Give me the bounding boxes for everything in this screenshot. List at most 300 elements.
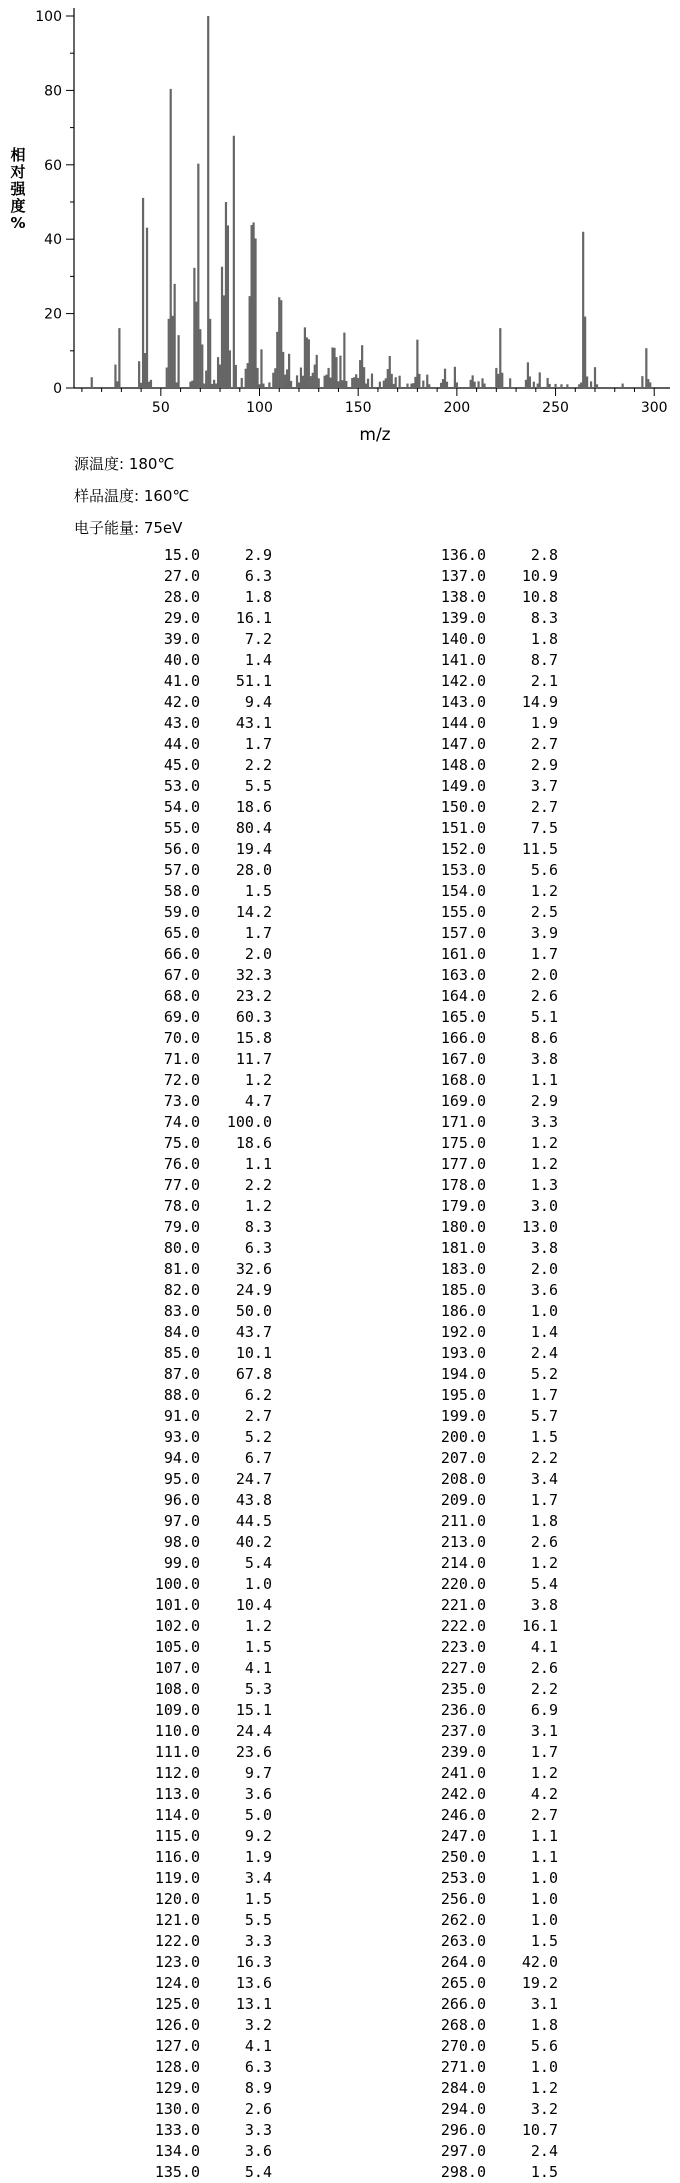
peak-mz: 271.0 [440,2058,486,2076]
peak-intensity: 67.8 [235,1365,272,1383]
peak-bar [533,382,535,388]
peak-intensity: 2.2 [530,1680,558,1698]
peak-intensity: 60.3 [235,1008,272,1026]
peak-intensity: 6.2 [244,1386,272,1404]
peak-bar [539,372,541,388]
peak-mz: 247.0 [440,1827,486,1845]
peak-intensity: 3.6 [244,2142,272,2160]
peak-intensity: 1.1 [244,1155,272,1173]
peak-bar [174,284,176,388]
y-axis-label-char: 对 [10,163,26,181]
peak-intensity: 2.6 [244,2100,272,2118]
peak-row [392,797,558,818]
peak-intensity: 51.1 [235,672,272,690]
peak-bar [148,382,150,388]
peak-mz: 125.0 [154,1995,200,2013]
peak-row [80,1994,272,2015]
peak-intensity: 1.9 [530,714,558,732]
peak-row [392,902,558,923]
peak-intensity: 3.3 [530,1113,558,1131]
peak-mz: 130.0 [154,2100,200,2118]
peak-mz: 165.0 [440,1008,486,1026]
peak-intensity: 3.8 [530,1050,558,1068]
peak-mz: 76.0 [163,1155,200,1173]
peak-bar [622,384,624,388]
peak-intensity: 1.9 [244,1848,272,1866]
peak-row [80,1553,272,1574]
peak-intensity: 2.8 [530,546,558,564]
peak-row [80,1574,272,1595]
peak-bar [385,378,387,388]
peak-intensity: 2.2 [530,1449,558,1467]
peak-intensity: 2.1 [530,672,558,690]
peak-row [392,1196,558,1217]
peak-row [80,1490,272,1511]
peak-row [80,839,272,860]
peak-intensity: 1.0 [530,1890,558,1908]
peak-bar [138,361,140,388]
peak-row [80,1700,272,1721]
peak-intensity: 1.2 [530,1764,558,1782]
peak-row [80,1784,272,1805]
peak-bar [282,352,284,388]
peak-row [80,923,272,944]
peak-bar [359,360,361,388]
peak-row [392,755,558,776]
peak-row [80,860,272,881]
peak-mz: 141.0 [440,651,486,669]
peak-bar [278,297,280,388]
peak-mz: 177.0 [440,1155,486,1173]
peak-row [80,2057,272,2078]
peak-intensity: 1.0 [530,2058,558,2076]
peak-bar [304,327,306,388]
peak-row [392,1973,558,1994]
peak-intensity: 18.6 [235,798,272,816]
peak-intensity: 1.5 [244,1638,272,1656]
peak-intensity: 16.3 [235,1953,272,1971]
peak-row [392,839,558,860]
peak-row [392,1469,558,1490]
x-tick-label: 150 [344,400,372,416]
peak-mz: 115.0 [154,1827,200,1845]
peak-intensity: 42.0 [521,1953,558,1971]
peak-mz: 242.0 [440,1785,486,1803]
peak-bar [560,384,562,388]
peak-intensity: 5.2 [530,1365,558,1383]
peak-row [392,1028,558,1049]
peak-mz: 140.0 [440,630,486,648]
peak-bar [329,378,331,388]
peak-mz: 121.0 [154,1911,200,1929]
peak-bar [554,384,556,388]
peak-mz: 181.0 [440,1239,486,1257]
y-axis-label-char: % [10,214,26,232]
peak-bar [446,382,448,388]
peak-intensity: 5.7 [530,1407,558,1425]
peak-intensity: 3.4 [244,1869,272,1887]
peak-row [80,1280,272,1301]
peak-intensity: 2.6 [530,1533,558,1551]
peak-bar [351,378,353,388]
peak-bar [497,374,499,388]
peak-bar [302,376,304,388]
peak-mz: 45.0 [163,756,200,774]
peak-intensity: 6.9 [530,1701,558,1719]
peak-mz: 124.0 [154,1974,200,1992]
peak-mz: 71.0 [163,1050,200,1068]
peak-mz: 169.0 [440,1092,486,1110]
peak-mz: 101.0 [154,1596,200,1614]
peak-row [80,566,272,587]
peak-row [392,1490,558,1511]
peak-mz: 41.0 [163,672,200,690]
peak-bar [335,357,337,388]
peak-intensity: 2.6 [530,987,558,1005]
peak-mz: 54.0 [163,798,200,816]
peak-intensity: 1.2 [530,882,558,900]
peak-bar [195,302,197,388]
peak-bar [426,375,428,388]
peak-mz: 29.0 [163,609,200,627]
peak-row [80,1658,272,1679]
peak-intensity: 1.7 [530,1743,558,1761]
peak-mz: 200.0 [440,1428,486,1446]
peak-row [80,2141,272,2162]
peak-row [392,1679,558,1700]
peak-row [80,1007,272,1028]
peak-mz: 58.0 [163,882,200,900]
peak-bar [333,348,335,388]
peak-row [80,1322,272,1343]
peak-bar [288,354,290,388]
peak-bar [296,375,298,388]
peak-bar [258,384,260,388]
peak-bar [410,384,412,388]
peak-mz: 65.0 [163,924,200,942]
peak-bar [229,350,231,388]
peak-mz: 236.0 [440,1701,486,1719]
peak-intensity: 1.7 [244,735,272,753]
peak-bar [345,381,347,388]
peak-bar [324,376,326,388]
peak-row [392,1154,558,1175]
peak-row [392,650,558,671]
peak-row [80,1301,272,1322]
peak-mz: 114.0 [154,1806,200,1824]
peak-mz: 105.0 [154,1638,200,1656]
peak-row [392,1952,558,1973]
peak-row [392,923,558,944]
peak-bar [272,373,274,388]
peak-row [392,1889,558,1910]
peak-bar [456,382,458,388]
peak-intensity: 8.3 [530,609,558,627]
y-axis-label-char: 度 [10,197,26,215]
peak-intensity: 2.6 [530,1659,558,1677]
peak-intensity: 5.6 [530,861,558,879]
peak-mz: 183.0 [440,1260,486,1278]
peak-bar [371,373,373,388]
peak-mz: 250.0 [440,1848,486,1866]
peak-mz: 94.0 [163,1449,200,1467]
y-tick-label: 40 [44,232,62,249]
peak-row [80,1805,272,1826]
peak-mz: 266.0 [440,1995,486,2013]
peak-intensity: 10.7 [521,2121,558,2139]
peak-row [392,2057,558,2078]
peak-bar [306,337,308,388]
peak-row [392,671,558,692]
y-axis-label [9,146,26,232]
peak-row [392,1322,558,1343]
peak-mz: 56.0 [163,840,200,858]
peak-bar [361,345,363,388]
peak-intensity: 50.0 [235,1302,272,1320]
peak-bar [308,339,310,388]
peak-mz: 136.0 [440,546,486,564]
peak-bar [256,368,258,388]
peak-mz: 111.0 [154,1743,200,1761]
peak-row [80,1595,272,1616]
peak-row [392,629,558,650]
peak-mz: 66.0 [163,945,200,963]
peak-bar [197,164,199,388]
peak-mz: 155.0 [440,903,486,921]
peak-bar [280,300,282,388]
peak-bar [582,232,584,388]
peak-intensity: 9.4 [244,693,272,711]
peak-row [80,1973,272,1994]
peak-mz: 119.0 [154,1869,200,1887]
peak-bar [566,384,568,388]
peak-row [392,2099,558,2120]
peak-row [392,1091,558,1112]
peak-row [80,1112,272,1133]
peak-mz: 199.0 [440,1407,486,1425]
peak-intensity: 1.0 [244,1575,272,1593]
peak-row [392,1847,558,1868]
peak-row [80,1154,272,1175]
peak-mz: 227.0 [440,1659,486,1677]
peak-bar [367,379,369,388]
peak-intensity: 24.4 [235,1722,272,1740]
peak-mz: 139.0 [440,609,486,627]
peak-intensity: 13.1 [235,1995,272,2013]
peak-bar [176,382,178,388]
peak-mz: 87.0 [163,1365,200,1383]
peak-row [80,734,272,755]
peak-mz: 214.0 [440,1554,486,1572]
peak-intensity: 9.7 [244,1764,272,1782]
peak-bar [483,384,485,388]
peak-mz: 148.0 [440,756,486,774]
peak-table-right [392,545,558,2183]
peak-intensity: 3.1 [530,1995,558,2013]
peak-intensity: 19.4 [235,840,272,858]
peak-row [392,1049,558,1070]
peak-mz: 109.0 [154,1701,200,1719]
peak-row [392,818,558,839]
peak-row [392,1448,558,1469]
peak-bar [170,89,172,388]
peak-mz: 113.0 [154,1785,200,1803]
peak-mz: 100.0 [154,1575,200,1593]
peak-mz: 211.0 [440,1512,486,1530]
peak-intensity: 8.9 [244,2079,272,2097]
peak-row [80,944,272,965]
peak-row [392,2141,558,2162]
peak-intensity: 1.5 [244,882,272,900]
peak-intensity: 4.2 [530,1785,558,1803]
peak-mz: 122.0 [154,1932,200,1950]
peak-row [392,1910,558,1931]
peak-intensity: 1.8 [530,630,558,648]
x-axis-label: m/z [359,425,391,445]
peak-intensity: 19.2 [521,1974,558,1992]
peak-mz: 185.0 [440,1281,486,1299]
peak-bar [276,332,278,388]
peak-mz: 96.0 [163,1491,200,1509]
peak-mz: 108.0 [154,1680,200,1698]
peak-intensity: 6.7 [244,1449,272,1467]
peak-row [392,1007,558,1028]
peak-row [392,1238,558,1259]
peak-bar [578,384,580,388]
peak-intensity: 1.2 [244,1617,272,1635]
peak-bar [454,367,456,388]
peak-bar [428,384,430,388]
peak-bar [223,295,225,388]
peak-row [80,1133,272,1154]
peak-intensity: 2.7 [530,735,558,753]
peak-intensity: 13.0 [521,1218,558,1236]
peak-intensity: 18.6 [235,1134,272,1152]
peak-bar [414,377,416,388]
peak-bar [221,267,223,388]
peak-row [80,1406,272,1427]
peak-bar [326,375,328,388]
peak-bar [251,225,253,388]
peak-mz: 75.0 [163,1134,200,1152]
peak-intensity: 23.6 [235,1743,272,1761]
peak-mz: 43.0 [163,714,200,732]
chart-axes [74,8,670,388]
peak-bar [268,382,270,388]
peak-bar [252,222,254,388]
peak-intensity: 100.0 [226,1113,272,1131]
peak-mz: 27.0 [163,567,200,585]
peak-bar [501,373,503,388]
peak-mz: 264.0 [440,1953,486,1971]
peak-intensity: 10.4 [235,1596,272,1614]
peak-mz: 256.0 [440,1890,486,1908]
peak-mz: 39.0 [163,630,200,648]
peak-bar [383,381,385,388]
peak-row [80,545,272,566]
sample-temperature: 样品温度: 160℃ [74,487,190,505]
peak-row [392,734,558,755]
peak-intensity: 5.4 [244,2163,272,2181]
peak-intensity: 1.0 [530,1869,558,1887]
peak-bar [525,380,527,388]
peak-mz: 128.0 [154,2058,200,2076]
peak-intensity: 24.9 [235,1281,272,1299]
peak-mz: 137.0 [440,567,486,585]
peak-row [80,713,272,734]
peak-bar [547,378,549,388]
peak-mz: 152.0 [440,840,486,858]
peak-mz: 296.0 [440,2121,486,2139]
peak-mz: 74.0 [163,1113,200,1131]
peak-row [80,1259,272,1280]
peak-bar [116,381,118,388]
peak-row [80,629,272,650]
peak-row [392,2120,558,2141]
peak-mz: 72.0 [163,1071,200,1089]
peak-mz: 97.0 [163,1512,200,1530]
peak-mz: 93.0 [163,1428,200,1446]
peak-bar [262,384,264,388]
peak-bar [412,383,414,388]
peak-mz: 168.0 [440,1071,486,1089]
peak-intensity: 32.6 [235,1260,272,1278]
peak-row [392,1427,558,1448]
peak-intensity: 3.3 [244,1932,272,1950]
peak-intensity: 2.7 [530,1806,558,1824]
peak-bar [594,367,596,388]
peak-bar [584,317,586,388]
peak-row [392,1700,558,1721]
peak-intensity: 28.0 [235,861,272,879]
peak-intensity: 1.4 [244,651,272,669]
peak-mz: 133.0 [154,2121,200,2139]
peak-mz: 263.0 [440,1932,486,1950]
peak-row [392,713,558,734]
peak-intensity: 3.6 [530,1281,558,1299]
peak-mz: 239.0 [440,1743,486,1761]
peak-row [80,587,272,608]
peak-row [80,1742,272,1763]
peak-row [80,2015,272,2036]
peak-bar [477,381,479,388]
peak-mz: 154.0 [440,882,486,900]
peak-mz: 78.0 [163,1197,200,1215]
peak-intensity: 3.6 [244,1785,272,1803]
peak-mz: 167.0 [440,1050,486,1068]
peak-mz: 151.0 [440,819,486,837]
peak-intensity: 11.5 [521,840,558,858]
peak-intensity: 4.1 [244,2037,272,2055]
peak-bar [205,371,207,388]
peak-bar [247,363,249,388]
peak-bar [314,365,316,388]
peak-bar [649,382,651,388]
peak-row [392,1574,558,1595]
peak-row [392,1742,558,1763]
peak-bar [199,329,201,388]
peak-row [80,1028,272,1049]
peak-mz: 163.0 [440,966,486,984]
peak-mz: 253.0 [440,1869,486,1887]
x-tick-label: 50 [151,400,170,416]
peak-row [392,1532,558,1553]
peak-bar [290,381,292,388]
peak-intensity: 1.5 [244,1890,272,1908]
peak-bar [337,381,339,388]
peak-intensity: 80.4 [235,819,272,837]
peak-bar [254,238,256,388]
